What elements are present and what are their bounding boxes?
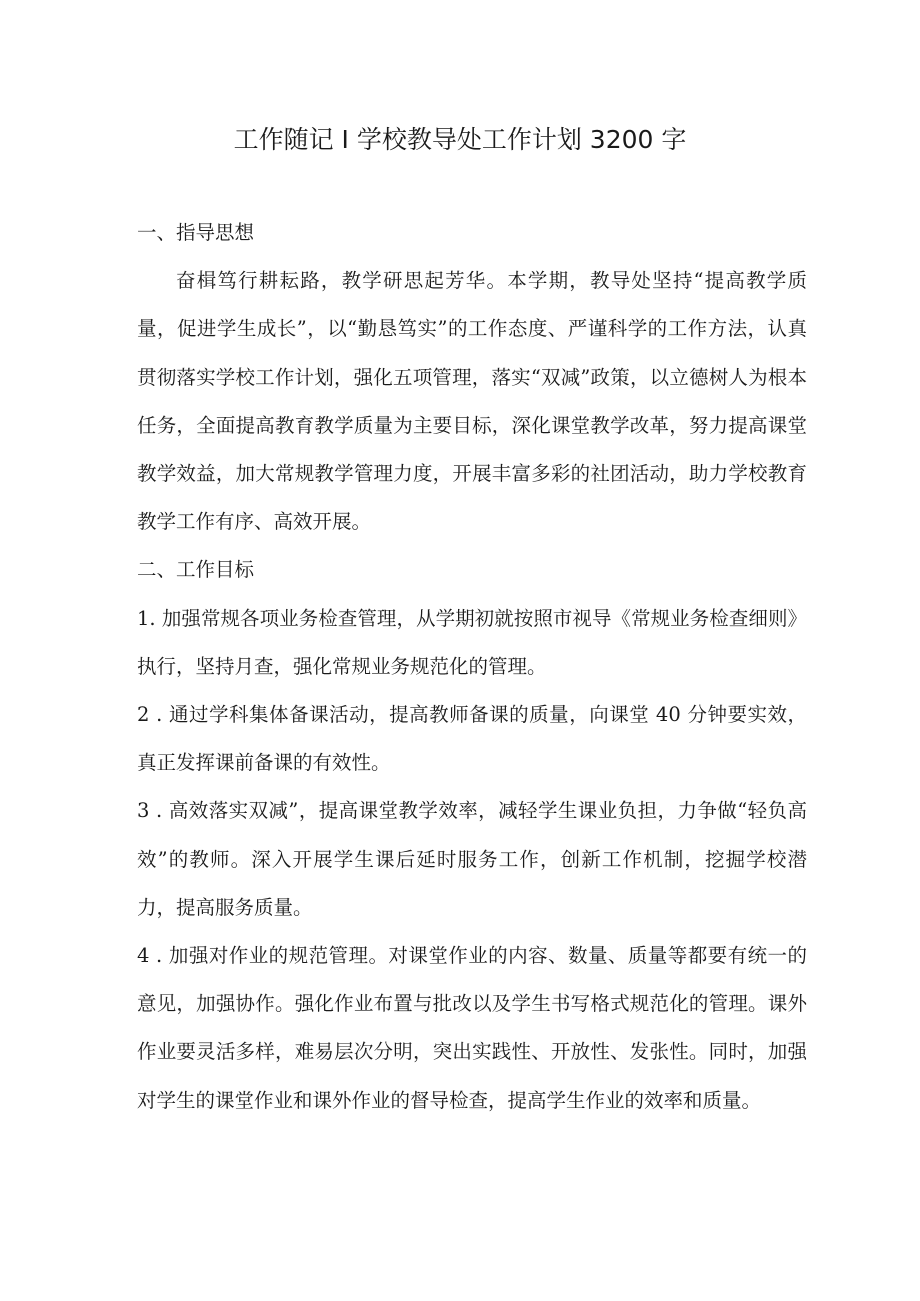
goal-item-4: 4 . 加强对作业的规范管理。对课堂作业的内容、数量、质量等都要有统一的意见，加强协作。强化作业布置与批改以及学生书写格式规范化的管理。课外作业要灵活多样，难易层次分明，突出实践性、开放性、发张性。同时，加强对学生的课堂作业和课外作业的督导检查，提高学生作业的效率和质量。 (137, 944, 807, 1112)
document-body (137, 209, 807, 1125)
section-heading-work-goals: 二、工作目标 (137, 558, 255, 582)
goal-item-3: 3 . 高效落实双减”，提高课堂教学效率，减轻学生课业负担，力争做“轻负高效”的教师。深入开展学生课后延时服务工作，创新工作机制，挖掘学校潜力，提高服务质量。 (137, 799, 807, 919)
goal-item-2: 2 . 通过学科集体备课活动，提高教师备课的质量，向课堂 40 分钟要实效，真正发挥课前备课的有效性。 (137, 703, 807, 775)
section-heading-guiding-ideology: 一、指导思想 (137, 221, 255, 244)
goal-item-1: 1. 加强常规各项业务检查管理，从学期初就按照市视导《常规业务检查细则》执行，坚持月查，强化常规业务规范化的管理。 (137, 606, 807, 678)
paragraph-guiding-ideology: 奋楫笃行耕耘路，教学研思起芳华。本学期，教导处坚持“提高教学质量，促进学生成长”，以“勤恳笃实”的工作态度、严谨科学的工作方法，认真贯彻落实学校工作计划，强化五项管理，落实“双减”政策，以立德树人为根本任务，全面提高教育教学质量为主要目标，深化课堂教学改革，努力提高课堂教学效益，加大常规教学管理力度，开展丰富多彩的社团活动，助力学校教育教学工作有序、高效开展。 (137, 269, 807, 534)
document-title: 工作随记 I 学校教导处工作计划 3200 字 (233, 125, 687, 154)
